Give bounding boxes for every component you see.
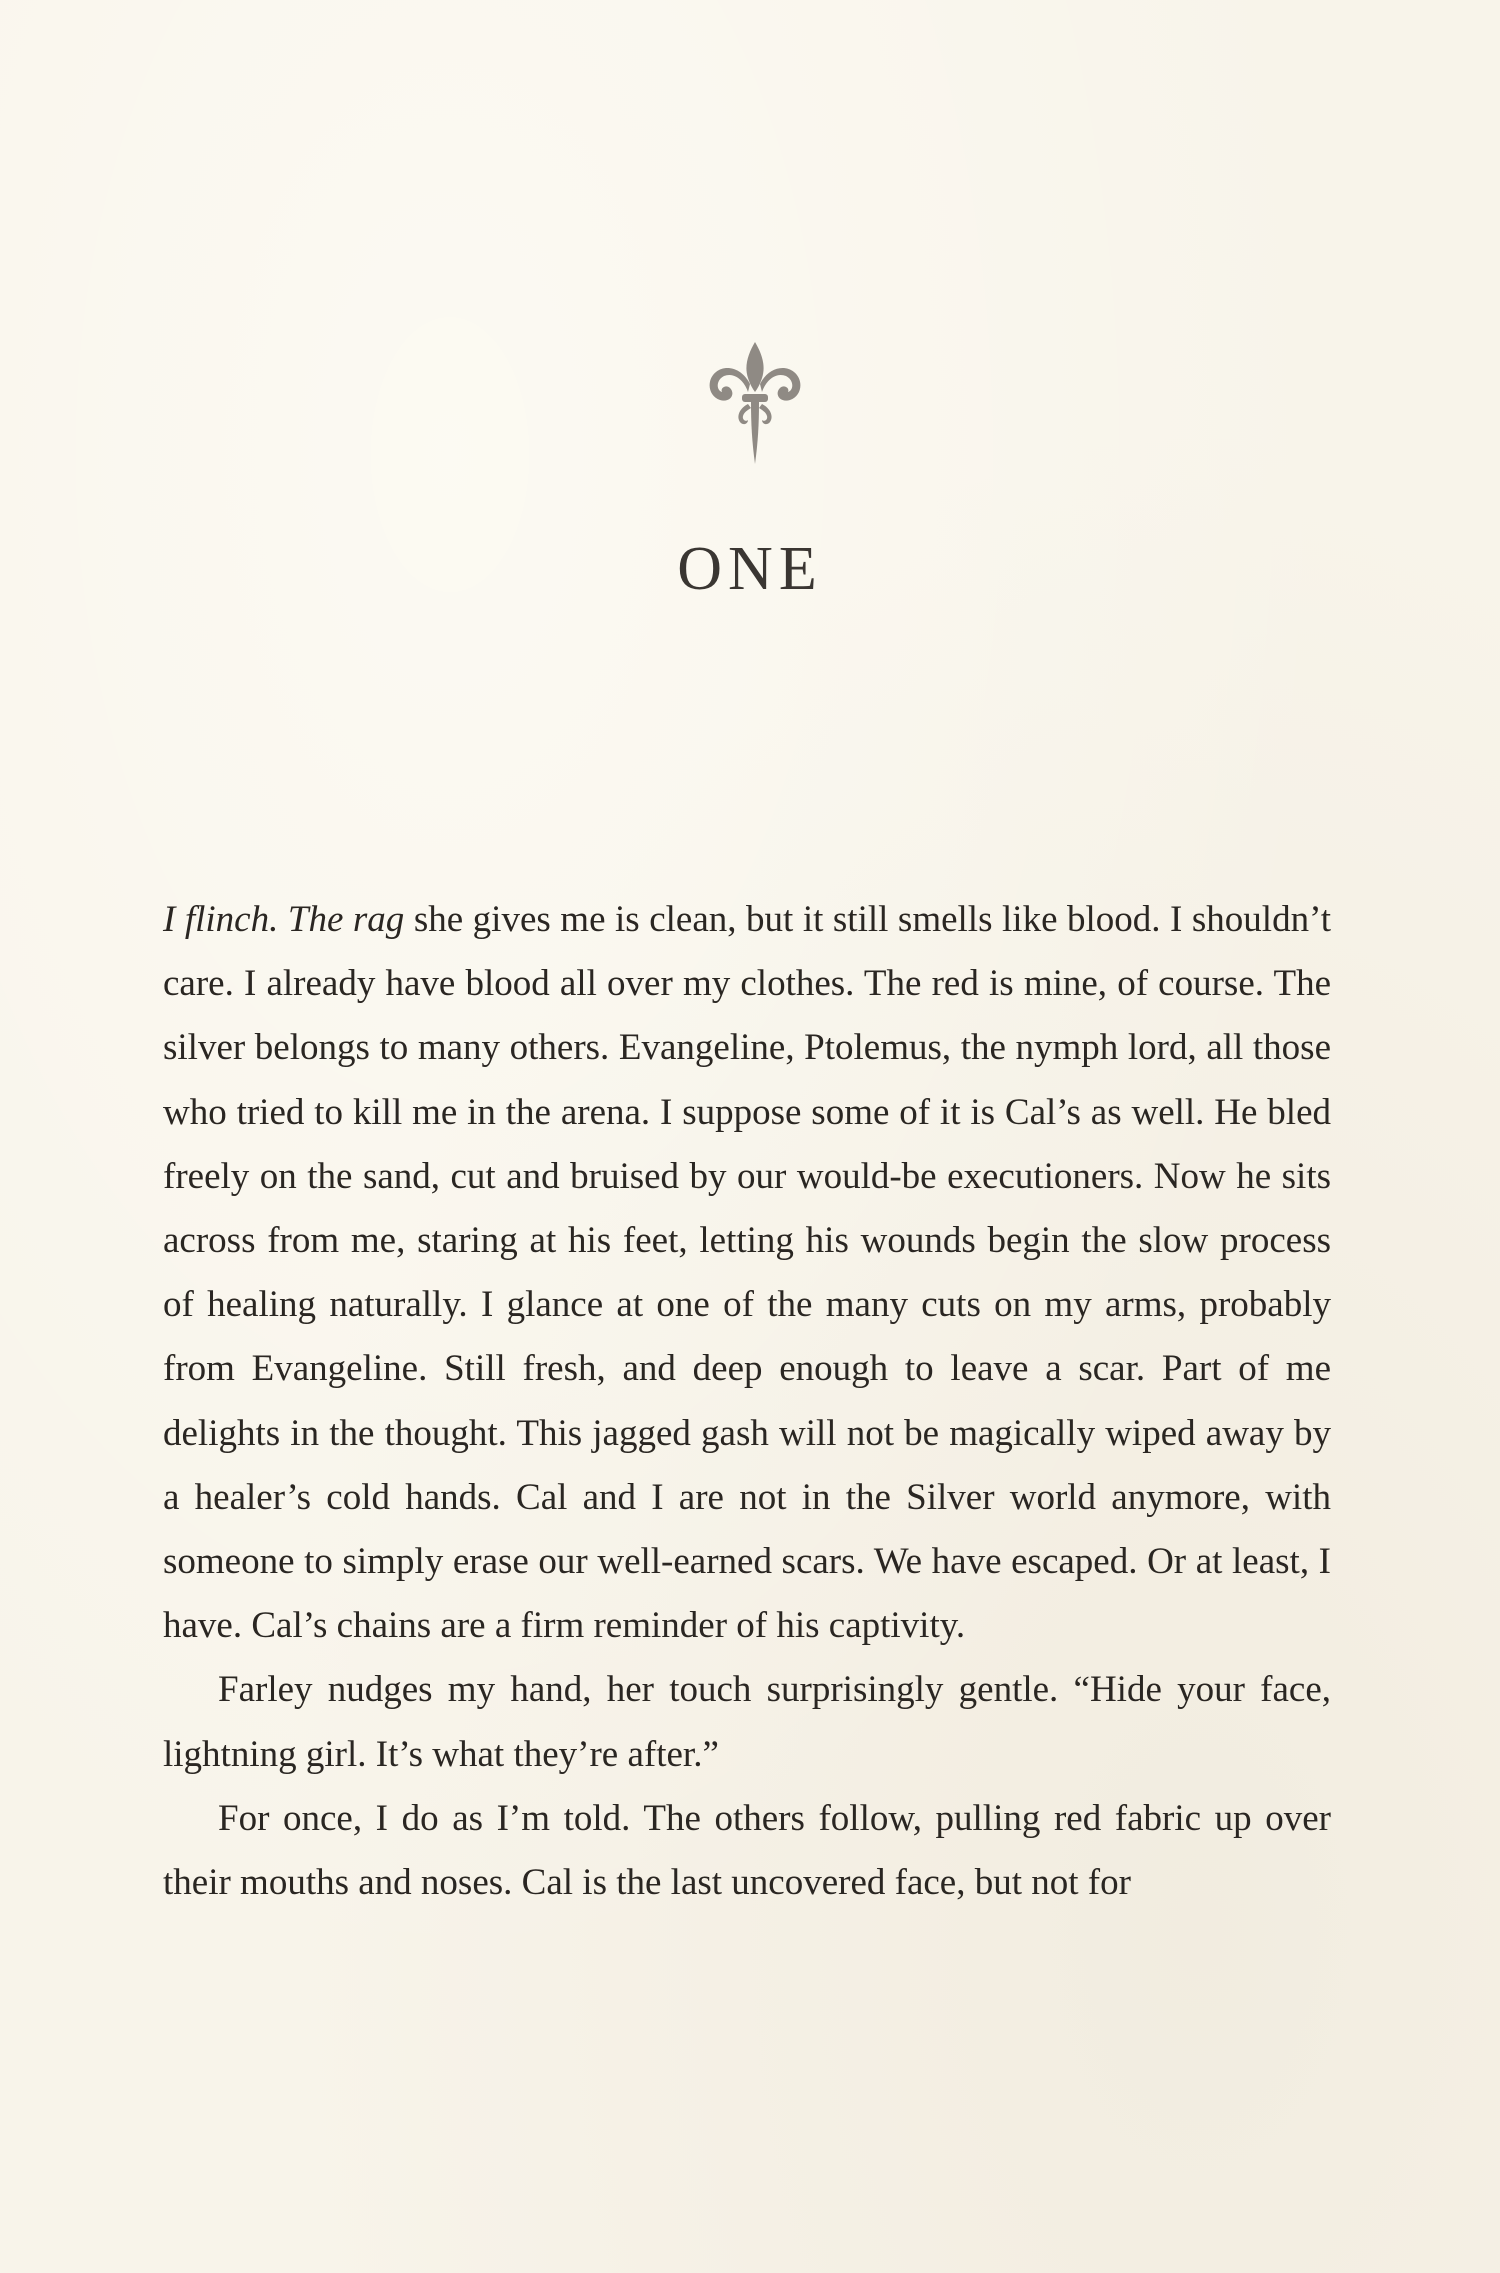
paragraph-3: For once, I do as I’m told. The others follow, pulling red fabric up over their mouths and noses. Cal is the last uncovered face, but not for: [163, 1797, 1331, 1904]
paragraph-1-text: she gives me is clean, but it still smells like blood. I shouldn’t care. I already have blood all over my clothes. The red is mine, of course. The silver belongs to many others. Evangeline, Ptolemus, the nymph lord, all those who tried to kill me in the arena. I suppose some of it is Cal’s as well. He bled freely on the sand, cut and bruised by our would-be executioners. Now he sits across from me, staring at his feet, letting his wounds begin the slow process of healing naturally. I glance at one of the many cuts on my arms, probably from Evangeline. Still fresh, and deep enough to leave a scar. Part of me delights in the thought. This jagged gash will not be magically wiped away by a healer’s cold hands. Cal and I are not in the Silver world anymore, with someone to simply erase our well-earned scars. We have escaped. Or at least, I have. Cal’s chains are a firm reminder of his captivity.: [163, 899, 1332, 1647]
paragraph-2: Farley nudges my hand, her touch surprisingly gentle. “Hide your face, lightning girl. It’s what they’re after.”: [163, 1669, 1331, 1775]
lead-italic-2: The rag: [287, 899, 405, 940]
fleur-de-lis-icon: [696, 338, 814, 468]
lead-italic-1: I flinch.: [163, 899, 279, 940]
paragraph-1: [163, 888, 1331, 1658]
chapter-title: ONE: [677, 535, 823, 603]
chapter-body: [163, 888, 1331, 1915]
